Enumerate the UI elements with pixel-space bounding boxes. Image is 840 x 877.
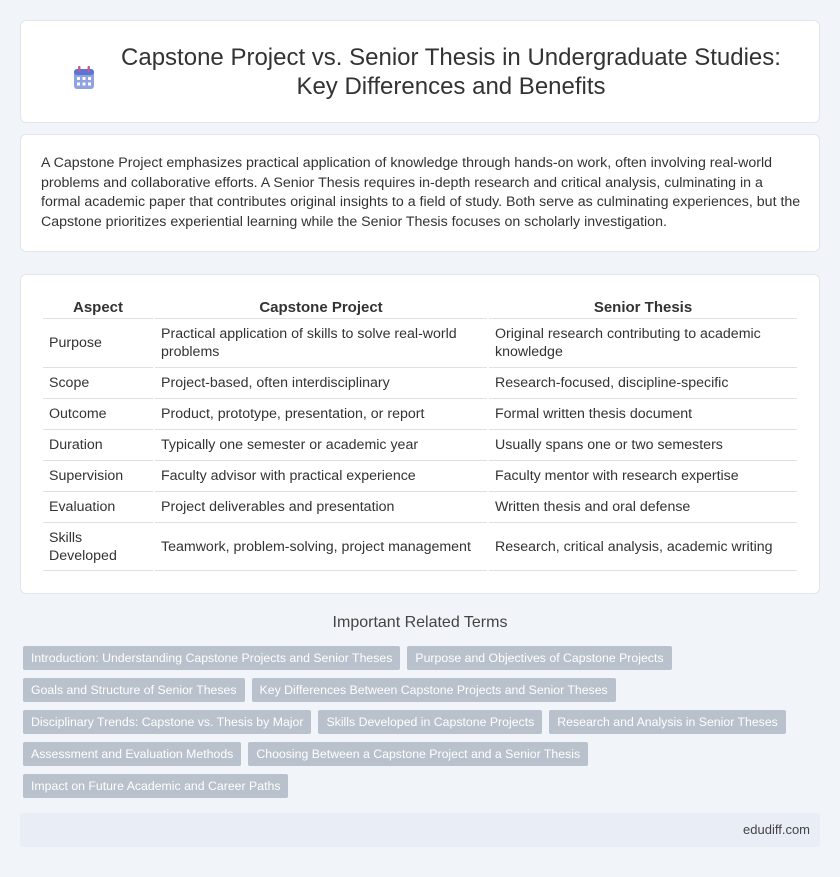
related-term-tag[interactable]: Choosing Between a Capstone Project and a Senior Thesis	[248, 742, 588, 766]
related-term-tag[interactable]: Skills Developed in Capstone Projects	[318, 710, 542, 734]
related-terms-list	[23, 646, 823, 806]
cell-thesis: Research-focused, discipline-specific	[489, 368, 797, 399]
table-row	[43, 492, 797, 523]
related-term-tag[interactable]: Purpose and Objectives of Capstone Projects	[407, 646, 671, 670]
cell-thesis: Written thesis and oral defense	[489, 492, 797, 523]
cell-thesis: Usually spans one or two semesters	[489, 430, 797, 461]
table-header-row	[43, 295, 797, 319]
cell-aspect: Supervision	[43, 461, 153, 492]
cell-capstone: Teamwork, problem-solving, project management	[155, 523, 487, 571]
cell-capstone: Practical application of skills to solve real-world problems	[155, 319, 487, 368]
cell-aspect: Evaluation	[43, 492, 153, 523]
table-row	[43, 399, 797, 430]
table-row	[43, 461, 797, 492]
page-title: Capstone Project vs. Senior Thesis in Undergraduate Studies: Key Differences and Benefits	[121, 44, 781, 100]
calendar-icon	[73, 66, 95, 90]
footer-site-link[interactable]: edudiff.com	[743, 822, 810, 837]
intro-card	[20, 134, 820, 252]
cell-capstone: Typically one semester or academic year	[155, 430, 487, 461]
cell-thesis: Original research contributing to academic knowledge	[489, 319, 797, 368]
related-term-tag[interactable]: Introduction: Understanding Capstone Projects and Senior Theses	[23, 646, 400, 670]
cell-capstone: Project-based, often interdisciplinary	[155, 368, 487, 399]
cell-aspect: Skills Developed	[43, 523, 153, 571]
footer	[20, 813, 820, 847]
related-term-tag[interactable]: Assessment and Evaluation Methods	[23, 742, 241, 766]
related-term-tag[interactable]: Disciplinary Trends: Capstone vs. Thesis by Major	[23, 710, 311, 734]
related-terms-heading: Important Related Terms	[332, 614, 508, 631]
table-row	[43, 523, 797, 571]
related-term-tag[interactable]: Impact on Future Academic and Career Paths	[23, 774, 288, 798]
comparison-table	[41, 295, 799, 571]
cell-thesis: Formal written thesis document	[489, 399, 797, 430]
comparison-card	[20, 274, 820, 594]
table-row	[43, 430, 797, 461]
cell-aspect: Duration	[43, 430, 153, 461]
intro-paragraph: A Capstone Project emphasizes practical application of knowledge through hands-on work, often involving real-world problems and collaborative efforts. A Senior Thesis requires in-depth research and critical analysis, culminating in a formal academic paper that contributes original insights to a field of study. Both serve as culminating experiences, but the Capstone prioritizes experiential learning while the Senior Thesis focuses on scholarly investigation.	[41, 155, 801, 230]
cell-aspect: Scope	[43, 368, 153, 399]
related-term-tag[interactable]: Key Differences Between Capstone Projects and Senior Theses	[252, 678, 616, 702]
table-row	[43, 368, 797, 399]
header-capstone: Capstone Project	[155, 295, 487, 319]
cell-aspect: Purpose	[43, 319, 153, 368]
related-term-tag[interactable]: Goals and Structure of Senior Theses	[23, 678, 245, 702]
related-term-tag[interactable]: Research and Analysis in Senior Theses	[549, 710, 786, 734]
cell-aspect: Outcome	[43, 399, 153, 430]
table-row	[43, 319, 797, 368]
cell-capstone: Faculty advisor with practical experience	[155, 461, 487, 492]
cell-thesis: Faculty mentor with research expertise	[489, 461, 797, 492]
header-thesis: Senior Thesis	[489, 295, 797, 319]
cell-capstone: Project deliverables and presentation	[155, 492, 487, 523]
cell-thesis: Research, critical analysis, academic writing	[489, 523, 797, 571]
title-card	[20, 20, 820, 123]
cell-capstone: Product, prototype, presentation, or report	[155, 399, 487, 430]
header-aspect: Aspect	[43, 295, 153, 319]
